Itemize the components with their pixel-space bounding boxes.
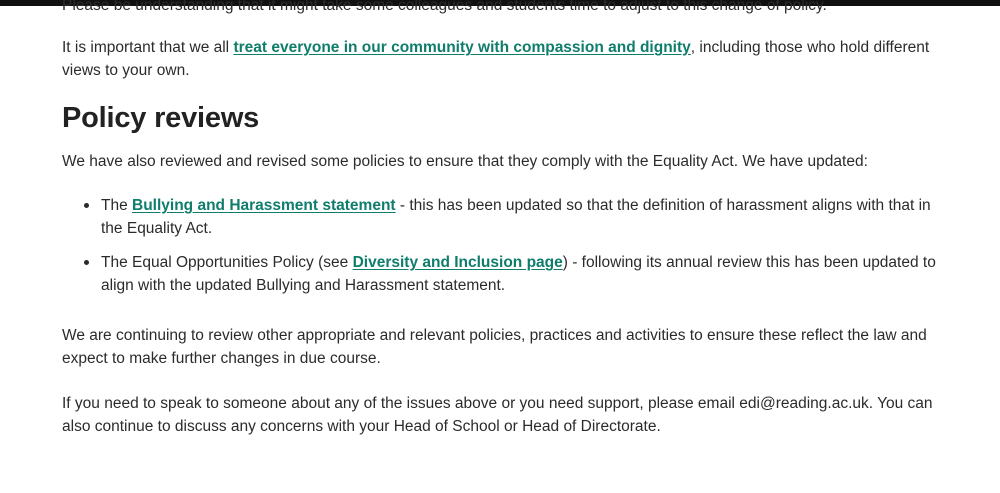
reviewed-policies-paragraph: We have also reviewed and revised some policies to ensure that they comply with the Equality Act. We have updated:	[62, 153, 868, 170]
bullet-icon	[84, 260, 89, 265]
compassion-text-before: It is important that we all	[62, 39, 234, 56]
list-item-text-after: - this has been updated so that the definition of harassment aligns with that in the Equality Act.	[101, 197, 931, 237]
support-contact-paragraph: If you need to speak to someone about any of the issues above or you need support, please email edi@reading.ac.uk. You can also continue to discuss any concerns with your Head of School or Head of Directorate.	[62, 395, 933, 435]
list-item	[62, 194, 942, 240]
policy-reviews-heading: Policy reviews	[62, 102, 260, 134]
bullet-icon	[84, 203, 89, 208]
list-item-text-before: The Equal Opportunities Policy (see	[101, 254, 353, 271]
list-item-text-after: ) - following its annual review this has been updated to align with the updated Bullying and Harassment statement.	[101, 254, 936, 294]
diversity-inclusion-page-link[interactable]: Diversity and Inclusion page	[352, 254, 563, 271]
updated-policies-list	[62, 194, 942, 308]
list-item-text-before: The	[101, 197, 133, 214]
bullying-harassment-statement-link[interactable]: Bullying and Harassment statement	[132, 197, 396, 214]
list-item	[62, 251, 942, 297]
compassion-text-after: , including those who hold different views to your own.	[62, 39, 930, 79]
cut-off-paragraph: Please be understanding that it might take some colleagues and students time to adjust to this change of policy.	[62, 0, 827, 14]
compassion-dignity-link[interactable]: treat everyone in our community with compassion and dignity	[233, 39, 691, 56]
compassion-paragraph	[62, 36, 942, 82]
continuing-review-paragraph: We are continuing to review other appropriate and relevant policies, practices and activities to ensure these reflect the law and expect to make further changes in due course.	[62, 327, 927, 367]
